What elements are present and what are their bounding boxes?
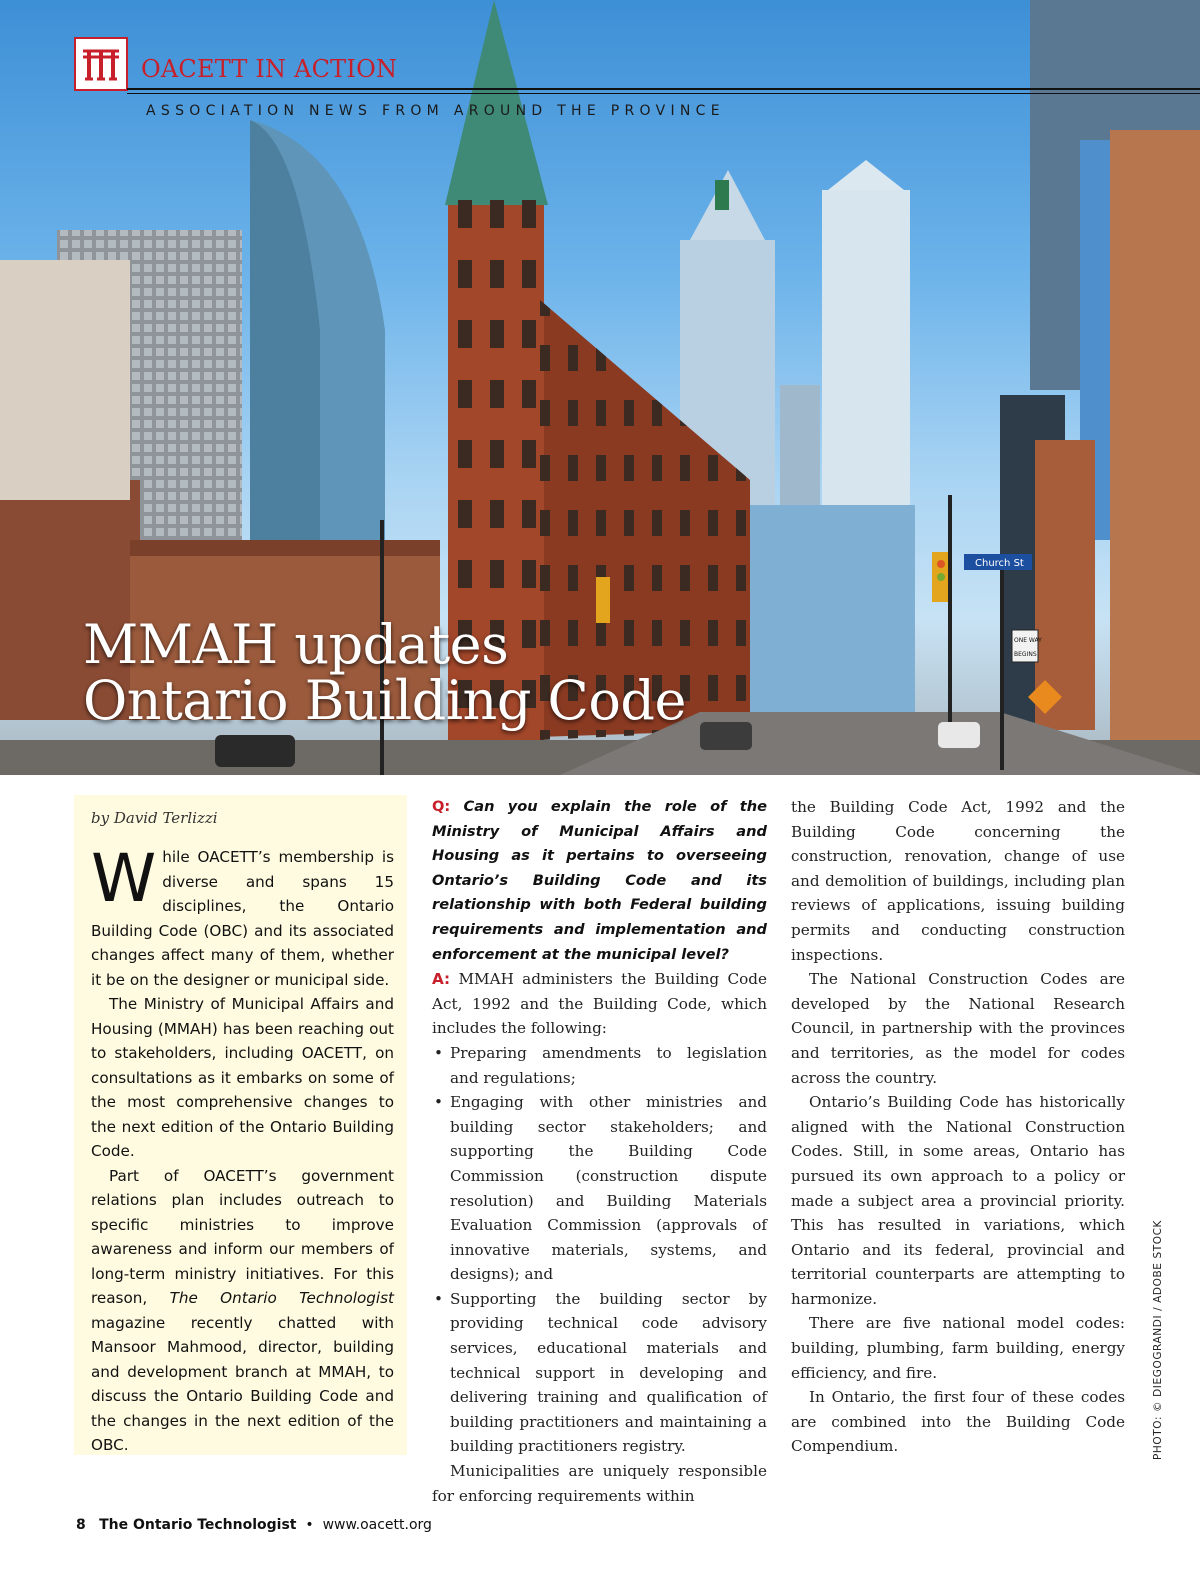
header-divider-thin (127, 93, 1200, 94)
intro-paragraph-3 (91, 1164, 394, 1458)
section-subtitle: ASSOCIATION NEWS FROM AROUND THE PROVINCE (146, 103, 725, 119)
intro-text (91, 840, 394, 1458)
intro-paragraph-3-a: Part of OACETT’s government relations plan includes outreach to specific ministries to improve awareness and inform our members of long-term ministry initiatives. For this reason, (91, 1166, 394, 1307)
paragraph-five-codes: There are five national model codes: building, plumbing, farm building, energy efficiency, and fire. (791, 1314, 1125, 1382)
question-label: Q: (432, 798, 451, 815)
publication-name: The Ontario Technologist (99, 1517, 297, 1533)
responsibilities-list (432, 1041, 767, 1459)
header-divider (127, 88, 1200, 90)
intro-paragraph-3-b: magazine recently chatted with Mansoor Mahmood, director, building and development branch at MMAH, to discuss the Ontario Building Code and the changes in the next edition of the OBC. (91, 1313, 394, 1454)
list-item: • Engaging with other ministries and building sector stakeholders; and supporting the Building Code Commission (construction dispute resolution) and Building Materials Evaluation Commission (approvals of innovative materials, systems, and designs); and (432, 1090, 767, 1287)
page-footer (76, 1517, 432, 1533)
question-text: Can you explain the role of the Ministry of Municipal Affairs and Housing as it pertains to overseeing Ontario’s Building Code and its relationship with both Federal building requirements and implementation and enforcement at the municipal level? (432, 798, 767, 963)
paragraph-municipalities-cont: the Building Code Act, 1992 and the Building Code concerning the construction, renovation, change of use and demolition of buildings, including plan reviews of applications, issuing building permits and conducting construction inspections. (791, 798, 1125, 964)
car (938, 722, 980, 748)
paragraph-ontario-code: Ontario’s Building Code has historically aligned with the National Construction Codes. Still, in some areas, Ontario has pursued its own approach to a policy or made a subject area a provincial priority. This has resulted in variations, which Ontario and its federal, provincial and territorial counterparts are attempting to harmonize. (791, 1093, 1125, 1308)
section-title: OACETT IN ACTION (141, 55, 398, 83)
intro-paragraph-1 (91, 840, 394, 992)
answer-intro (432, 967, 767, 1041)
article-column-3 (791, 795, 1125, 1459)
one-way-sign-text: ONE WAY (1014, 637, 1042, 644)
answer-intro-text: MMAH administers the Building Code Act, 1992 and the Building Code, which includes the following: (432, 970, 767, 1038)
oacett-logo-icon (74, 37, 128, 91)
byline: by David Terlizzi (91, 809, 218, 827)
magazine-name: The Ontario Technologist (169, 1289, 394, 1307)
list-item: • Supporting the building sector by providing technical code advisory services, educational materials and technical support in developing and delivering training and qualification of building practitioners and maintaining a building practitioners registry. (432, 1287, 767, 1459)
website-link[interactable]: www.oacett.org (322, 1517, 432, 1533)
intro-paragraph-2: The Ministry of Municipal Affairs and Housing (MMAH) has been reaching out to stakeholders, including OACETT, on consultations as it embarks on some of the most comprehensive changes to the next edition of the Ontario Building Code. (91, 995, 394, 1160)
car (700, 722, 752, 750)
paragraph-municipalities: Municipalities are uniquely responsible for enforcing requirements within (432, 1462, 767, 1505)
headline-line-2: Ontario Building Code (83, 669, 686, 732)
photo-credit: PHOTO: © DIEGOGRANDI / ADOBE STOCK (1152, 1219, 1164, 1460)
right-brick-building (1110, 130, 1200, 770)
car (215, 735, 295, 767)
list-item: • Preparing amendments to legislation and regulations; (432, 1041, 767, 1090)
street-sign-text: Church St (975, 558, 1024, 569)
drop-cap: W (91, 840, 157, 917)
paragraph-national-codes: The National Construction Codes are developed by the National Research Council, in partnership with the provinces and territories, as the model for codes across the country. (791, 970, 1125, 1087)
question (432, 795, 767, 967)
headline-line-1: MMAH updates (83, 613, 509, 676)
logo-mark (76, 39, 126, 89)
page-number: 8 (76, 1517, 86, 1533)
footer-separator: • (305, 1517, 314, 1533)
answer-label: A: (432, 970, 451, 989)
article-column-2 (432, 795, 767, 1508)
headline (83, 613, 686, 732)
intro-paragraph-1-text: hile OACETT’s membership is diverse and spans 15 disciplines, the Ontario Building Code (OBC) and its associated changes affect many of them, whether it be on the designer or municipal side. (91, 848, 394, 989)
paragraph-compendium: In Ontario, the first four of these codes are combined into the Building Code Compendium. (791, 1388, 1125, 1456)
begins-sign-text: BEGINS (1014, 651, 1037, 658)
